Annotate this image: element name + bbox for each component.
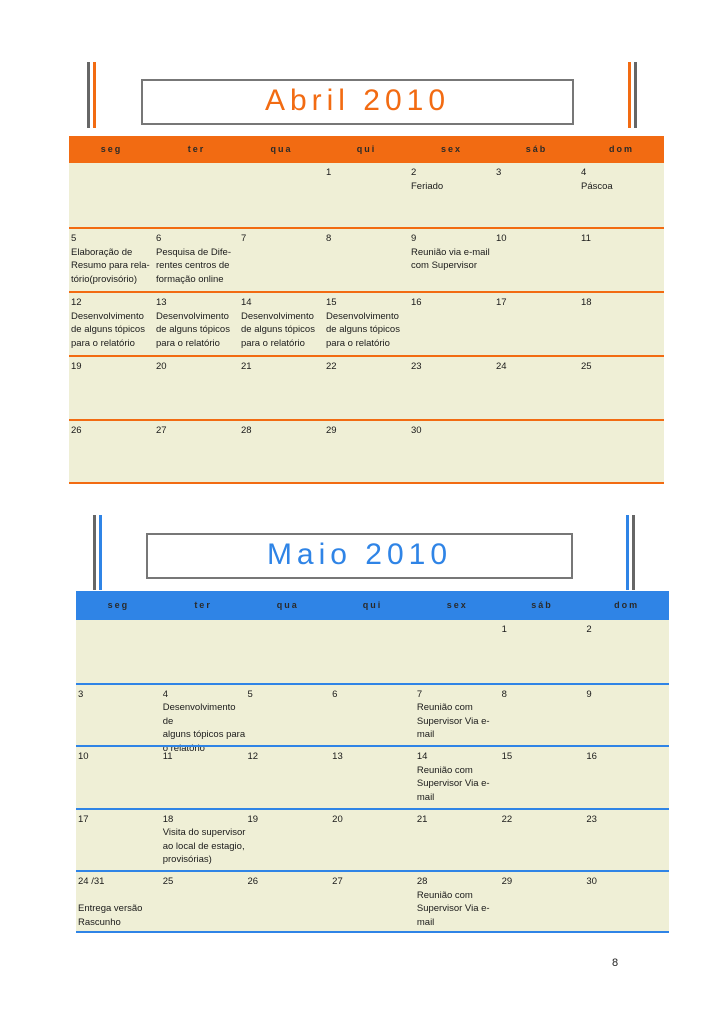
may-title-box [146, 533, 573, 579]
day-cell [584, 685, 669, 746]
day-cell [584, 747, 669, 808]
day-cell [584, 872, 669, 933]
week-row [76, 808, 669, 871]
day-cell [154, 229, 239, 291]
day-number: 18 [581, 297, 592, 308]
day-cell [494, 229, 579, 291]
week-row [69, 419, 664, 483]
weekday-label: dom [614, 600, 640, 610]
day-number: 26 [247, 876, 259, 887]
day-cell [154, 293, 239, 355]
day-cell [76, 872, 161, 933]
day-cell [584, 620, 669, 683]
day-cell [330, 685, 415, 746]
day-cell [76, 810, 161, 871]
day-number: 4 [162, 688, 169, 700]
day-cell [245, 747, 330, 808]
weekday-label: ter [187, 144, 206, 154]
day-number: 21 [416, 813, 428, 825]
weekday-label: qua [276, 600, 299, 610]
may-title: Maio 2010 [266, 538, 453, 571]
day-number: 9 [411, 233, 417, 244]
week-row [69, 163, 664, 227]
week-row [69, 291, 664, 355]
day-cell [409, 421, 494, 483]
day-cell [415, 685, 500, 746]
day-cell [415, 747, 500, 808]
day-cell [239, 293, 324, 355]
day-note: Reunião com Supervisor Via e- mail [416, 764, 490, 803]
day-note: Visita do supervisor ao local de estagio, provisórias) [162, 827, 246, 865]
day-number: 14 [241, 297, 252, 308]
day-cell [494, 421, 579, 483]
day-note: Feriado [411, 180, 444, 192]
day-number: 30 [586, 876, 597, 887]
may-grid [76, 620, 669, 933]
day-cell [76, 747, 161, 808]
day-cell [409, 293, 494, 355]
day-cell [324, 293, 409, 355]
day-number: 17 [78, 813, 89, 825]
day-number: 7 [416, 688, 423, 700]
day-cell [330, 620, 415, 683]
day-cell [239, 421, 324, 483]
day-cell [239, 229, 324, 291]
day-number: 23 [411, 361, 422, 372]
day-cell [245, 810, 330, 871]
day-cell [579, 293, 664, 355]
day-number: 14 [416, 751, 428, 762]
day-note: Desenvolvimento de alguns tópicos para o relatório [71, 310, 145, 349]
day-number: 2 [586, 624, 592, 635]
weekday-label: sáb [525, 144, 548, 154]
page-number: 8 [612, 957, 619, 969]
day-cell [579, 357, 664, 419]
day-number: 6 [156, 233, 162, 244]
day-cell [161, 620, 246, 683]
weekday-label: qui [356, 144, 377, 154]
day-cell [69, 357, 154, 419]
day-number: 10 [78, 751, 89, 762]
day-number: 20 [156, 361, 167, 372]
day-number: 20 [332, 813, 343, 825]
day-number: 29 [326, 425, 337, 436]
day-number: 25 [162, 876, 174, 887]
day-number: 30 [411, 425, 422, 436]
day-cell [579, 421, 664, 483]
day-cell [324, 357, 409, 419]
april-weekday-header [69, 136, 664, 163]
day-number: 29 [501, 876, 513, 887]
day-note: Reunião com Supervisor Via e- mail [416, 889, 490, 928]
day-cell [76, 685, 161, 746]
week-row [76, 620, 669, 683]
day-number: 28 [416, 876, 428, 887]
day-cell [579, 163, 664, 227]
day-number: 1 [501, 624, 507, 635]
day-cell [161, 810, 246, 871]
day-note: Desenvolvimento de alguns tópicos para o relatório [162, 702, 246, 754]
day-number: 11 [162, 751, 173, 762]
day-number: 9 [586, 688, 592, 700]
day-number: 22 [326, 361, 337, 372]
day-cell [69, 229, 154, 291]
day-cell [154, 357, 239, 419]
april-grid [69, 163, 664, 484]
day-number: 19 [247, 813, 259, 825]
day-cell [154, 421, 239, 483]
day-number: 5 [71, 233, 77, 244]
weekday-label: sex [446, 600, 468, 610]
day-cell [415, 810, 500, 871]
day-cell [409, 163, 494, 227]
day-number: 4 [581, 167, 587, 178]
day-note: Reunião via e-mail com Supervisor [411, 246, 490, 271]
day-number: 24 /31 [78, 876, 105, 887]
day-number: 2 [411, 167, 417, 178]
day-cell [239, 163, 324, 227]
day-number: 28 [241, 425, 252, 436]
day-cell [161, 685, 246, 754]
day-cell [324, 163, 409, 227]
day-cell [161, 747, 246, 808]
day-cell [500, 620, 585, 683]
day-cell [579, 229, 664, 291]
weekday-label: sáb [531, 600, 553, 610]
day-cell [409, 357, 494, 419]
day-number: 24 [496, 361, 507, 372]
april-title: Abril 2010 [264, 84, 451, 117]
day-number: 12 [247, 751, 259, 762]
weekday-label: qui [362, 600, 383, 610]
day-note: Reunião com Supervisor Via e- mail [416, 702, 490, 740]
day-number: 19 [71, 361, 82, 372]
day-number: 1 [326, 167, 332, 178]
day-number: 8 [326, 233, 332, 244]
day-cell [239, 357, 324, 419]
week-row [76, 745, 669, 808]
day-number: 26 [71, 425, 82, 436]
day-note: Desenvolvimento de alguns tópicos para o relatório [156, 310, 230, 349]
day-cell [324, 229, 409, 291]
day-cell [330, 810, 415, 871]
day-number: 16 [411, 297, 422, 308]
weekday-label: ter [194, 600, 212, 610]
week-row [69, 227, 664, 291]
day-number: 17 [496, 297, 507, 308]
day-cell [245, 872, 330, 933]
april-title-box [141, 79, 574, 125]
weekday-label: qua [270, 144, 293, 154]
day-note: Páscoa [581, 180, 613, 192]
day-cell [69, 163, 154, 227]
weekday-label: sex [440, 144, 463, 154]
weekday-label: dom [609, 144, 634, 154]
day-number: 12 [71, 297, 82, 308]
may-weekday-header [76, 591, 669, 620]
day-cell [500, 810, 585, 871]
day-number: 7 [241, 233, 247, 244]
day-cell [494, 163, 579, 227]
day-number: 6 [332, 688, 338, 700]
day-cell [494, 357, 579, 419]
day-number: 27 [156, 425, 167, 436]
day-cell [245, 685, 330, 746]
day-cell [245, 620, 330, 683]
day-number: 10 [496, 233, 507, 244]
day-number: 25 [581, 361, 592, 372]
weekday-label: seg [107, 600, 130, 610]
day-number: 13 [156, 297, 167, 308]
day-number: 15 [326, 297, 337, 308]
day-number: 15 [501, 751, 513, 762]
day-number: 11 [581, 233, 591, 244]
day-number: 3 [78, 688, 84, 700]
day-note: Elaboração de Resumo para rela- tório(provisório) [71, 246, 150, 285]
day-cell [324, 421, 409, 483]
week-row [76, 683, 669, 754]
day-number: 3 [496, 167, 502, 178]
day-number: 13 [332, 751, 343, 762]
day-cell [69, 421, 154, 483]
day-note: Desenvolvimento de alguns tópicos para o relatório [241, 310, 315, 349]
day-cell [76, 620, 161, 683]
day-number: 16 [586, 751, 597, 762]
day-note: Entrega versão Rascunho [78, 903, 143, 928]
day-cell [415, 872, 500, 933]
day-number: 18 [162, 813, 174, 825]
day-cell [415, 620, 500, 683]
day-cell [330, 872, 415, 933]
day-number: 23 [586, 813, 597, 825]
day-number: 22 [501, 813, 513, 825]
day-cell [154, 163, 239, 227]
day-cell [500, 685, 585, 746]
day-cell [409, 229, 494, 291]
day-cell [330, 747, 415, 808]
week-row [76, 870, 669, 933]
day-cell [500, 747, 585, 808]
weekday-label: seg [100, 144, 123, 154]
day-number: 21 [241, 361, 252, 372]
week-row [69, 355, 664, 419]
day-cell [494, 293, 579, 355]
day-cell [500, 872, 585, 933]
day-note: Desenvolvimento de alguns tópicos para o relatório [326, 310, 400, 349]
day-cell [161, 872, 246, 933]
day-cell [69, 293, 154, 355]
day-number: 8 [501, 688, 507, 700]
day-number: 27 [332, 876, 343, 887]
day-cell [584, 810, 669, 871]
day-number: 5 [247, 688, 253, 700]
day-note: Pesquisa de Dife- rentes centros de formação online [156, 246, 231, 285]
